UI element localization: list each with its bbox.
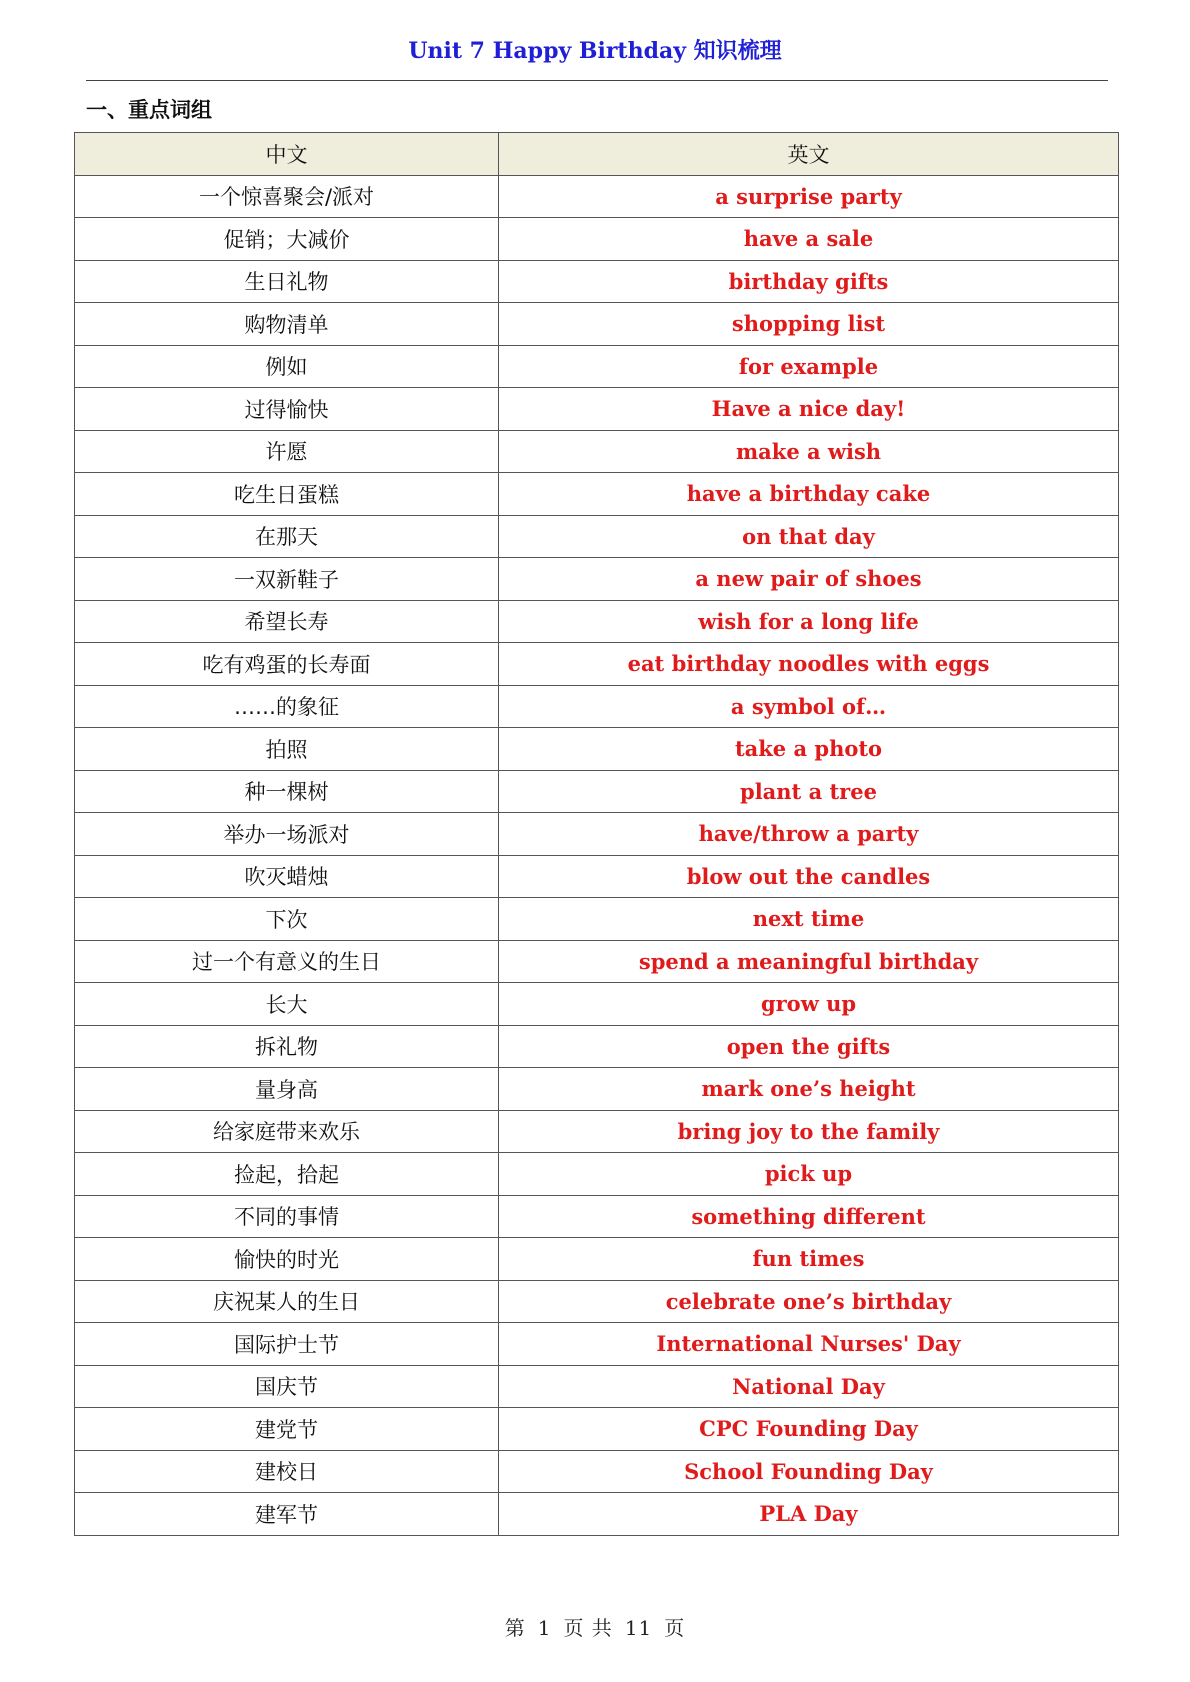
table-row xyxy=(75,1195,1119,1238)
footer-page-number: 1 xyxy=(537,1616,552,1640)
chinese-phrase-cell: 给家庭带来欢乐 xyxy=(75,1110,499,1153)
chinese-phrase-cell: 购物清单 xyxy=(75,303,499,346)
table-header-row xyxy=(75,133,1119,176)
chinese-phrase-cell: 生日礼物 xyxy=(75,260,499,303)
english-phrase-cell: celebrate one’s birthday xyxy=(499,1280,1119,1323)
table-row xyxy=(75,175,1119,218)
chinese-phrase-cell: 希望长寿 xyxy=(75,600,499,643)
chinese-phrase-cell: 国庆节 xyxy=(75,1365,499,1408)
table-row xyxy=(75,1068,1119,1111)
vocabulary-table xyxy=(74,132,1119,1536)
english-phrase-cell: National Day xyxy=(499,1365,1119,1408)
english-phrase-cell: open the gifts xyxy=(499,1025,1119,1068)
chinese-phrase-cell: 不同的事情 xyxy=(75,1195,499,1238)
english-phrase-cell: take a photo xyxy=(499,728,1119,771)
table-row xyxy=(75,1280,1119,1323)
chinese-phrase-cell: 吃有鸡蛋的长寿面 xyxy=(75,643,499,686)
chinese-phrase-cell: 下次 xyxy=(75,898,499,941)
table-row xyxy=(75,388,1119,431)
chinese-phrase-cell: 例如 xyxy=(75,345,499,388)
table-row xyxy=(75,260,1119,303)
english-phrase-cell: International Nurses' Day xyxy=(499,1323,1119,1366)
english-phrase-cell: School Founding Day xyxy=(499,1450,1119,1493)
table-row xyxy=(75,898,1119,941)
table-row xyxy=(75,218,1119,261)
table-row xyxy=(75,1493,1119,1536)
chinese-phrase-cell: 国际护士节 xyxy=(75,1323,499,1366)
table-row xyxy=(75,1408,1119,1451)
english-phrase-cell: spend a meaningful birthday xyxy=(499,940,1119,983)
title-divider xyxy=(86,80,1108,81)
footer-suffix: 页 xyxy=(664,1616,686,1640)
english-phrase-cell: plant a tree xyxy=(499,770,1119,813)
chinese-phrase-cell: 拍照 xyxy=(75,728,499,771)
chinese-phrase-cell: 过得愉快 xyxy=(75,388,499,431)
chinese-phrase-cell: 过一个有意义的生日 xyxy=(75,940,499,983)
table-row xyxy=(75,345,1119,388)
english-phrase-cell: for example xyxy=(499,345,1119,388)
table-row xyxy=(75,983,1119,1026)
footer-mid: 页 共 xyxy=(563,1616,613,1640)
chinese-phrase-cell: 在那天 xyxy=(75,515,499,558)
table-row xyxy=(75,728,1119,771)
table-row xyxy=(75,813,1119,856)
table-row xyxy=(75,1238,1119,1281)
english-phrase-cell: Have a nice day! xyxy=(499,388,1119,431)
english-phrase-cell: make a wish xyxy=(499,430,1119,473)
table-row xyxy=(75,1365,1119,1408)
english-phrase-cell: eat birthday noodles with eggs xyxy=(499,643,1119,686)
chinese-phrase-cell: 吃生日蛋糕 xyxy=(75,473,499,516)
table-row xyxy=(75,1450,1119,1493)
english-phrase-cell: have a sale xyxy=(499,218,1119,261)
chinese-phrase-cell: 长大 xyxy=(75,983,499,1026)
english-phrase-cell: have/throw a party xyxy=(499,813,1119,856)
table-row xyxy=(75,430,1119,473)
english-phrase-cell: a new pair of shoes xyxy=(499,558,1119,601)
english-phrase-cell: wish for a long life xyxy=(499,600,1119,643)
english-phrase-cell: have a birthday cake xyxy=(499,473,1119,516)
english-phrase-cell: PLA Day xyxy=(499,1493,1119,1536)
footer-prefix: 第 xyxy=(504,1616,526,1640)
table-row xyxy=(75,770,1119,813)
table-row xyxy=(75,515,1119,558)
chinese-phrase-cell: ……的象征 xyxy=(75,685,499,728)
column-header-chinese: 中文 xyxy=(75,133,499,176)
document-title: Unit 7 Happy Birthday 知识梳理 xyxy=(408,38,782,64)
chinese-phrase-cell: 种一棵树 xyxy=(75,770,499,813)
chinese-phrase-cell: 举办一场派对 xyxy=(75,813,499,856)
chinese-phrase-cell: 一双新鞋子 xyxy=(75,558,499,601)
table-row xyxy=(75,1323,1119,1366)
english-phrase-cell: a symbol of… xyxy=(499,685,1119,728)
chinese-phrase-cell: 许愿 xyxy=(75,430,499,473)
chinese-phrase-cell: 建校日 xyxy=(75,1450,499,1493)
table-row xyxy=(75,685,1119,728)
column-header-english: 英文 xyxy=(499,133,1119,176)
english-phrase-cell: something different xyxy=(499,1195,1119,1238)
table-row xyxy=(75,940,1119,983)
chinese-phrase-cell: 一个惊喜聚会/派对 xyxy=(75,175,499,218)
english-phrase-cell: birthday gifts xyxy=(499,260,1119,303)
chinese-phrase-cell: 捡起，拾起 xyxy=(75,1153,499,1196)
table-row xyxy=(75,558,1119,601)
chinese-phrase-cell: 吹灭蜡烛 xyxy=(75,855,499,898)
english-phrase-cell: a surprise party xyxy=(499,175,1119,218)
chinese-phrase-cell: 建军节 xyxy=(75,1493,499,1536)
table-row xyxy=(75,1025,1119,1068)
chinese-phrase-cell: 建党节 xyxy=(75,1408,499,1451)
table-row xyxy=(75,855,1119,898)
chinese-phrase-cell: 量身高 xyxy=(75,1068,499,1111)
section-heading: 一、重点词组 xyxy=(86,98,212,122)
table-row xyxy=(75,1110,1119,1153)
table-row xyxy=(75,473,1119,516)
table-row xyxy=(75,1153,1119,1196)
english-phrase-cell: bring joy to the family xyxy=(499,1110,1119,1153)
english-phrase-cell: CPC Founding Day xyxy=(499,1408,1119,1451)
table-row xyxy=(75,643,1119,686)
english-phrase-cell: on that day xyxy=(499,515,1119,558)
chinese-phrase-cell: 愉快的时光 xyxy=(75,1238,499,1281)
english-phrase-cell: grow up xyxy=(499,983,1119,1026)
english-phrase-cell: pick up xyxy=(499,1153,1119,1196)
chinese-phrase-cell: 庆祝某人的生日 xyxy=(75,1280,499,1323)
table-row xyxy=(75,600,1119,643)
table-row xyxy=(75,303,1119,346)
english-phrase-cell: fun times xyxy=(499,1238,1119,1281)
page-footer xyxy=(0,1612,1190,1641)
chinese-phrase-cell: 促销；大减价 xyxy=(75,218,499,261)
english-phrase-cell: mark one’s height xyxy=(499,1068,1119,1111)
chinese-phrase-cell: 拆礼物 xyxy=(75,1025,499,1068)
english-phrase-cell: shopping list xyxy=(499,303,1119,346)
footer-total-pages: 11 xyxy=(624,1616,653,1640)
english-phrase-cell: next time xyxy=(499,898,1119,941)
english-phrase-cell: blow out the candles xyxy=(499,855,1119,898)
